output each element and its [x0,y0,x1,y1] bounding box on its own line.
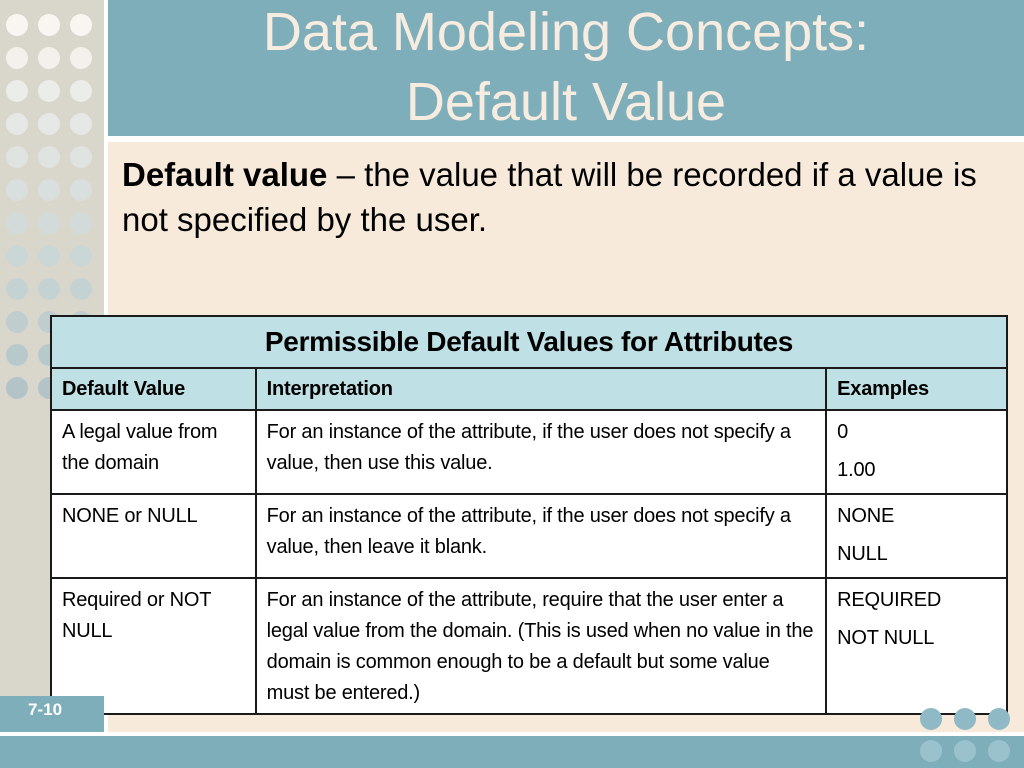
example-value: NULL [837,543,888,565]
decorative-dot [988,708,1010,730]
slide-title-line-1: Data Modeling Concepts: [262,2,870,62]
intro-term: Default value [122,156,328,193]
title-divider [108,136,1024,142]
decorative-dot [6,146,28,168]
decorative-dot [38,80,60,102]
intro-paragraph [122,152,1002,242]
cell-examples [826,578,1007,714]
column-header-default-value: Default Value [51,368,256,410]
decorative-dot [38,245,60,267]
cell-interpretation: For an instance of the attribute, require that the user enter a legal value from the domain. (This is used when no value in the domain is common enough to be a default but some value must be entered.) [256,578,827,714]
decorative-dot [6,47,28,69]
cell-interpretation: For an instance of the attribute, if the user does not specify a value, then leave it blank. [256,494,827,578]
decorative-dot [70,146,92,168]
column-header-examples: Examples [826,368,1007,410]
decorative-dot [6,113,28,135]
decorative-dot [70,14,92,36]
cell-examples [826,494,1007,578]
cell-default-value: A legal value from the domain [51,410,256,494]
example-value: REQUIRED [837,589,942,611]
decorative-dot [70,113,92,135]
decorative-dot [6,245,28,267]
decorative-dot [920,708,942,730]
decorative-dot [6,377,28,399]
decorative-dot [6,278,28,300]
example-value: 1.00 [837,459,876,481]
decorative-dot [70,278,92,300]
decorative-dot [38,14,60,36]
decorative-dot [38,113,60,135]
slide-title-line-2: Default Value [405,72,727,132]
decorative-dot [6,14,28,36]
decorative-dot [70,179,92,201]
decorative-dot [38,146,60,168]
decorative-dot [38,212,60,234]
cell-default-value: NONE or NULL [51,494,256,578]
table-caption: Permissible Default Values for Attributes [51,316,1007,368]
decorative-dot [6,311,28,333]
decorative-dot [70,245,92,267]
example-value: NONE [837,505,895,527]
page-number: 7-10 [28,700,63,719]
decorative-dot [6,212,28,234]
table-row [51,578,1007,714]
decorative-dot [38,47,60,69]
cell-examples [826,410,1007,494]
decorative-dot [6,179,28,201]
column-header-interpretation: Interpretation [256,368,827,410]
footer-bar [0,736,1024,768]
decorative-dot [6,344,28,366]
table-row [51,410,1007,494]
decorative-dot [70,80,92,102]
cell-default-value: Required or NOT NULL [51,578,256,714]
default-values-table [50,315,1008,715]
intro-definition: – the value that will be recorded if a value is not specified by the user. [122,156,977,238]
decorative-dot [920,740,942,762]
decorative-dot [38,179,60,201]
decorative-dot [70,47,92,69]
decorative-dot [954,708,976,730]
decorative-dot [988,740,1010,762]
example-value: NOT NULL [837,627,935,649]
table-row [51,494,1007,578]
example-value: 0 [837,421,849,443]
decorative-dot [70,212,92,234]
decorative-dot [38,278,60,300]
decorative-dot [954,740,976,762]
table-header-row [51,368,1007,410]
cell-interpretation: For an instance of the attribute, if the user does not specify a value, then use this value. [256,410,827,494]
decorative-dot [6,80,28,102]
title-bar [108,0,1024,136]
